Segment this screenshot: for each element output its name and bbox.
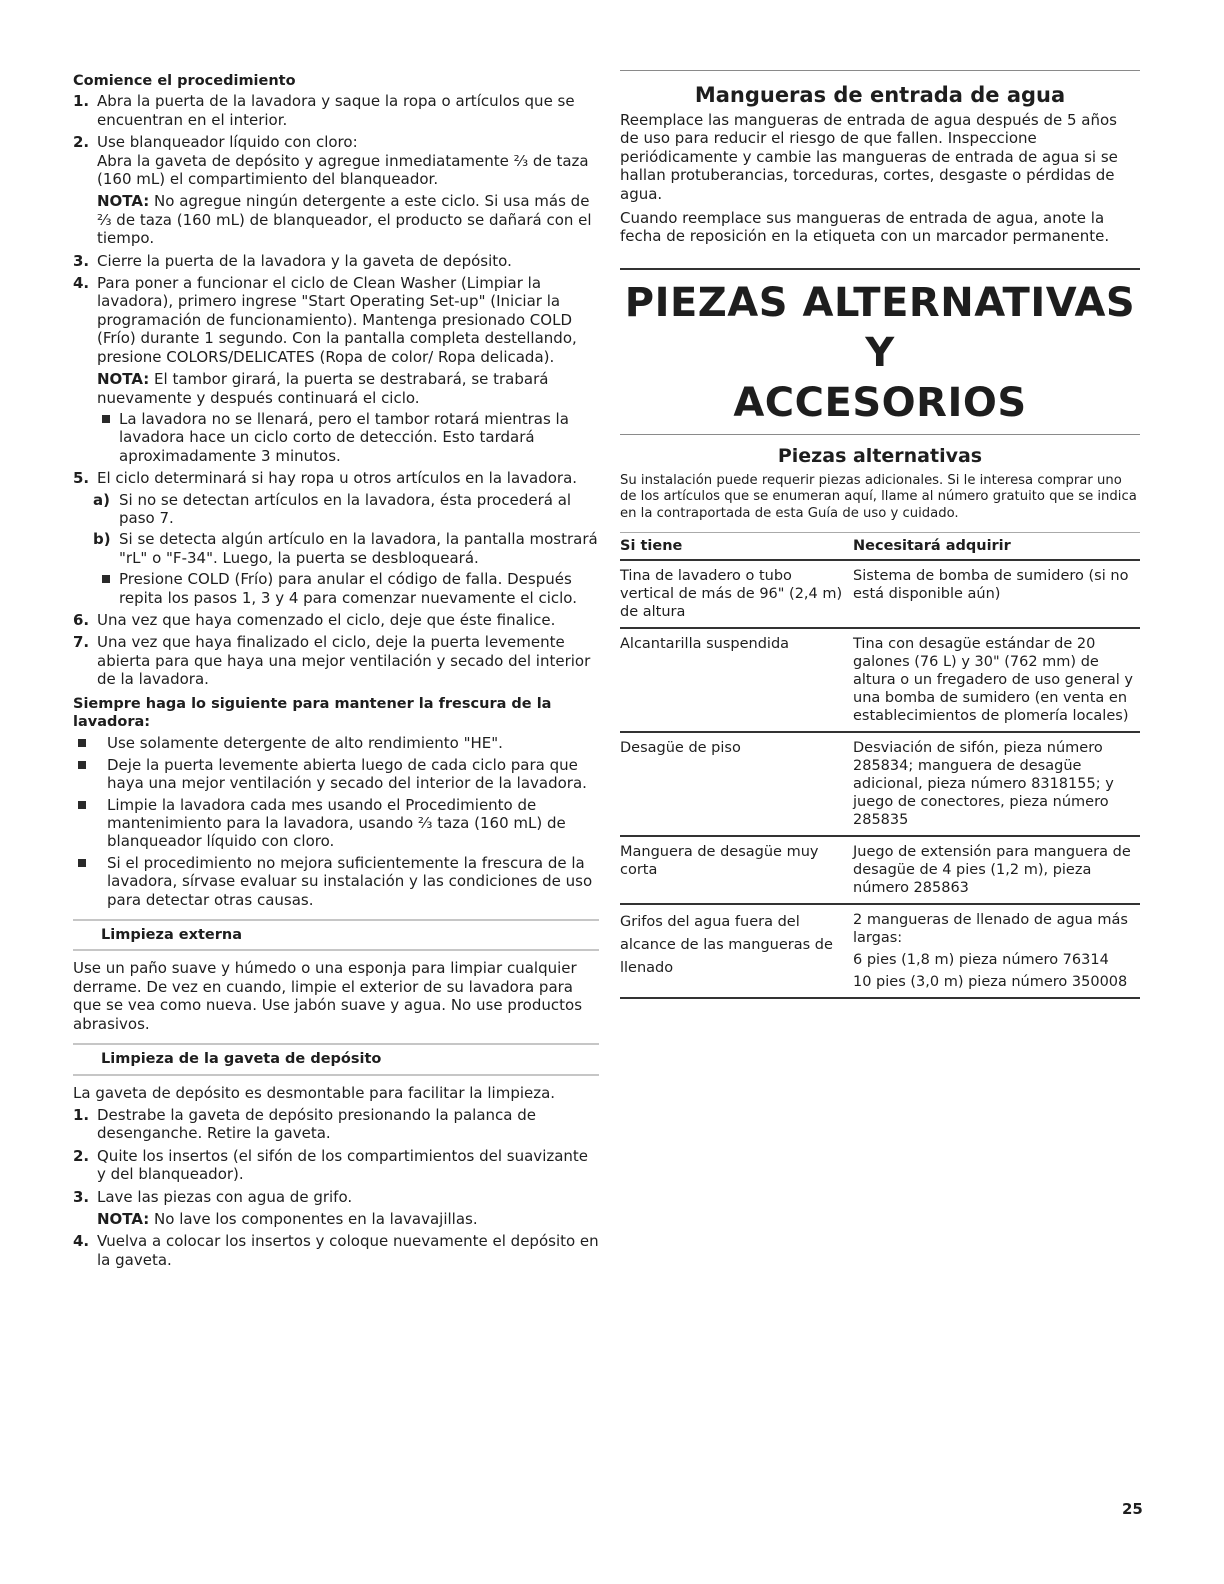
right-column: [620, 70, 1140, 999]
freshness-heading: Siempre haga lo siguiente para mantener la frescura de la lavadora:: [73, 695, 552, 730]
drawer-steps: [73, 1106, 599, 1269]
step-4: [73, 274, 599, 465]
left-column: [73, 72, 599, 1273]
cell-have: Grifos del agua fuera del alcance de las mangueras de llenado: [620, 904, 853, 998]
alt-parts-intro: Su instalación puede requerir piezas adicionales. Si le interesa comprar uno de los artículos que se enumeran aquí, llame al número gratuito que se indica en la contraportada de esta Guía de uso y cuidado.: [620, 472, 1137, 521]
cell-need: Juego de extensión para manguera de desagüe de 4 pies (1,2 m), pieza número 285863: [853, 836, 1140, 904]
divider: [620, 70, 1140, 71]
cell-need: 2 mangueras de llenado de agua más largas: 6 pies (1,8 m) pieza número 76314 10 pies (3,0 m) pieza número 350008: [853, 904, 1140, 998]
step-note: NOTA: No agregue ningún detergente a este ciclo. Si usa más de ⅔ de taza (160 mL) de blanqueador, el producto se dañará con el tiempo.: [97, 192, 592, 248]
freshness-bullet: Use solamente detergente de alto rendimiento "HE".: [73, 734, 599, 752]
step-number: 4.: [73, 274, 90, 293]
divider: [620, 434, 1140, 435]
step-text: Cierre la puerta de la lavadora y la gaveta de depósito.: [97, 251, 512, 270]
step-1: [73, 92, 599, 129]
parts-table: [620, 532, 1140, 999]
step-bullet: Presione COLD (Frío) para anular el código de falla. Después repita los pasos 1, 3 y 4 para comenzar nuevamente el ciclo.: [97, 570, 599, 607]
hoses-paragraph-1: Reemplace las mangueras de entrada de agua después de 5 años de uso para reducir el riesgo de que fallen. Inspeccione periódicamente y cambie las mangueras de entrada de agua si se hallan protuberancias, torceduras, cortes, desgaste o pérdidas de agua.: [620, 111, 1118, 203]
header-have: Si tiene: [620, 533, 853, 561]
step-note: NOTA: No lave los componentes en la lavavajillas.: [97, 1209, 478, 1228]
drawer-step-1: [73, 1106, 599, 1143]
section-title: [620, 278, 1140, 428]
step-number: 3.: [73, 1187, 90, 1206]
drawer-cleaning-heading: Limpieza de la gaveta de depósito: [73, 1043, 599, 1075]
table-header-row: [620, 533, 1140, 561]
step-number: 3.: [73, 251, 90, 270]
step-text: Para poner a funcionar el ciclo de Clean Washer (Limpiar la lavadora), primero ingrese "Start Operating Set-up" (Iniciar la programación de funcionamiento). Mantenga presionado COLD (Frío) durante 1 segundo. Con la pantalla completa destellando, presione COLORS/DELICATES (Ropa de color/ Ropa delicada).: [97, 274, 577, 366]
page-number: 25: [1122, 1500, 1143, 1518]
step-number: 2.: [73, 133, 90, 152]
step-substep-b: b) Si se detecta algún artículo en la lavadora, la pantalla mostrará "rL" o "F-34". Luego, la puerta se desbloqueará.: [93, 530, 598, 567]
external-cleaning-text: Use un paño suave y húmedo o una esponja para limpiar cualquier derrame. De vez en cuando, limpie el exterior de su lavadora para que se vea como nueva. Use jabón suave y agua. No use productos abrasivos.: [73, 959, 583, 1033]
step-number: 4.: [73, 1232, 90, 1251]
step-3: [73, 252, 599, 270]
step-text: Lave las piezas con agua de grifo.: [97, 1187, 353, 1206]
table-row: [620, 836, 1140, 904]
cell-have: Alcantarilla suspendida: [620, 628, 853, 732]
step-number: 5.: [73, 469, 90, 488]
step-text: Destrabe la gaveta de depósito presionando la palanca de desenganche. Retire la gaveta.: [97, 1105, 536, 1143]
step-number: 1.: [73, 1105, 90, 1124]
cell-have: Desagüe de piso: [620, 732, 853, 836]
table-row: [620, 560, 1140, 628]
table-row: [620, 732, 1140, 836]
hoses-heading: Mangueras de entrada de agua: [694, 83, 1066, 107]
step-number: 1.: [73, 92, 90, 111]
divider: [620, 268, 1140, 270]
step-text: Quite los insertos (el sifón de los compartimientos del suavizante y del blanqueador).: [97, 1146, 589, 1184]
cell-have: Tina de lavadero o tubo vertical de más de 96" (2,4 m) de altura: [620, 560, 853, 628]
procedure-steps: [73, 92, 599, 688]
drawer-intro: La gaveta de depósito es desmontable para facilitar la limpieza.: [73, 1083, 556, 1102]
step-bullet: La lavadora no se llenará, pero el tambor rotará mientras la lavadora hace un ciclo corto de detección. Esto tardará aproximadamente 3 minutos.: [97, 410, 599, 465]
table-row: [620, 904, 1140, 998]
cell-need: Tina con desagüe estándar de 20 galones (76 L) y 30" (762 mm) de altura o un fregadero de uso general y una bomba de sumidero (en venta en establecimientos de plomería locales): [853, 628, 1140, 732]
step-text: Una vez que haya finalizado el ciclo, deje la puerta levemente abierta para que haya una mejor ventilación y secado del interior de la lavadora.: [97, 633, 591, 689]
freshness-bullet: Limpie la lavadora cada mes usando el Procedimiento de mantenimiento para la lavadora, usando ⅔ taza (160 mL) de blanqueador líquido con cloro.: [73, 796, 599, 851]
table-row: [620, 628, 1140, 732]
step-note: NOTA: El tambor girará, la puerta se destrabará, se trabará nuevamente y después continuará el ciclo.: [97, 370, 549, 407]
section-title-line-1: PIEZAS ALTERNATIVAS Y: [624, 279, 1136, 376]
freshness-bullet: Si el procedimiento no mejora suficientemente la frescura de la lavadora, sírvase evaluar su instalación y las condiciones de uso para detectar otras causas.: [73, 854, 599, 909]
drawer-step-2: [73, 1147, 599, 1184]
drawer-step-4: [73, 1232, 599, 1269]
step-text: Abra la puerta de la lavadora y saque la ropa o artículos que se encuentran en el interior.: [97, 92, 575, 129]
external-cleaning-heading: Limpieza externa: [73, 919, 599, 951]
step-7: [73, 633, 599, 688]
cell-need: Sistema de bomba de sumidero (si no está disponible aún): [853, 560, 1140, 628]
cell-need: Desviación de sifón, pieza número 285834; manguera de desagüe adicional, pieza número 8318155; y juego de conectores, pieza número 285835: [853, 732, 1140, 836]
step-text: Vuelva a colocar los insertos y coloque nuevamente el depósito en la gaveta.: [97, 1232, 599, 1269]
step-text: Use blanqueador líquido con cloro: Abra la gaveta de depósito y agregue inmediatamente ⅔ de taza (160 mL) el compartimiento del blanqueador.: [97, 133, 589, 189]
step-number: 6.: [73, 610, 90, 629]
step-number: 7.: [73, 633, 90, 652]
drawer-step-3: [73, 1188, 599, 1229]
step-text: El ciclo determinará si hay ropa u otros artículos en la lavadora.: [97, 469, 578, 488]
cell-have: Manguera de desagüe muy corta: [620, 836, 853, 904]
alt-parts-heading: Piezas alternativas: [777, 444, 983, 467]
hoses-paragraph-2: Cuando reemplace sus mangueras de entrada de agua, anote la fecha de reposición en la etiqueta con un marcador permanente.: [620, 209, 1110, 246]
step-number: 2.: [73, 1146, 90, 1165]
step-text: Una vez que haya comenzado el ciclo, deje que éste finalice.: [97, 610, 556, 629]
start-procedure-heading: Comience el procedimiento: [73, 73, 296, 89]
section-title-line-2: ACCESORIOS: [733, 379, 1027, 426]
freshness-bullets: [73, 734, 599, 909]
freshness-bullet: Deje la puerta levemente abierta luego de cada ciclo para que haya una mejor ventilación y secado del interior de la lavadora.: [73, 756, 599, 793]
step-5: [73, 469, 599, 607]
step-6: [73, 611, 599, 629]
header-need: Necesitará adquirir: [853, 533, 1140, 561]
step-substep-a: a) Si no se detectan artículos en la lavadora, ésta procederá al paso 7.: [93, 490, 572, 527]
step-2: [73, 133, 599, 247]
